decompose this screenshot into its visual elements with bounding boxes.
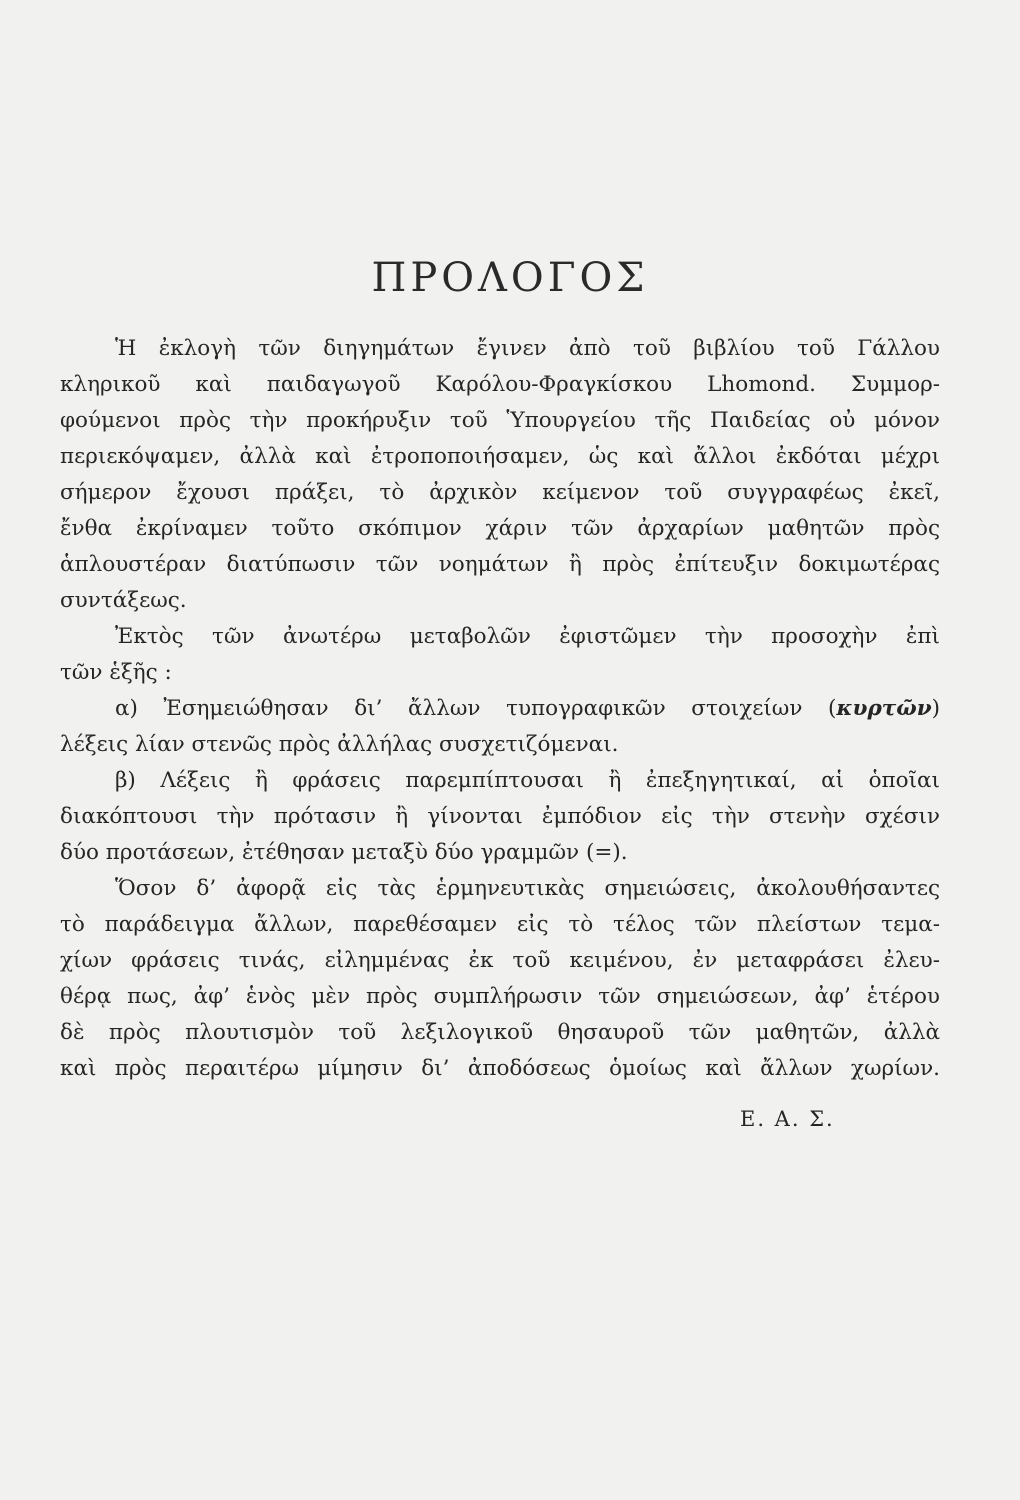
text-line: δὲ πρὸς πλουτισμὸν τοῦ λεξιλογικοῦ θησαυροῦ τῶν μαθητῶν, ἀλλὰ: [60, 1020, 940, 1045]
text-line: λέξεις λίαν στενῶς πρὸς ἀλλήλας συσχετιζόμεναι.: [60, 732, 619, 757]
item-a-suffix: ): [931, 696, 940, 721]
text-line: Ὅσον δ’ ἀφορᾷ εἰς τὰς ἑρμηνευτικὰς σημειώσεις, ἀκολουθήσαντες: [115, 876, 940, 901]
text-line: Ἐκτὸς τῶν ἀνωτέρω μεταβολῶν ἐφιστῶμεν τὴν προσοχὴν ἐπὶ: [115, 624, 940, 649]
text-line: ἔνθα ἐκρίναμεν τοῦτο σκόπιμον χάριν τῶν ἀρχαρίων μαθητῶν πρὸς: [60, 516, 940, 541]
page-title: ΠΡΟΛΟΓΟΣ: [371, 255, 649, 301]
item-a-emphasis: κυρτῶν: [836, 696, 932, 721]
text-line: συντάξεως.: [60, 588, 187, 613]
text-line: κληρικοῦ καὶ παιδαγωγοῦ Καρόλου-Φραγκίσκου Lhomond. Συμμορ-: [60, 372, 940, 397]
text-line: σήμερον ἔχουσι πράξει, τὸ ἀρχικὸν κείμενον τοῦ συγγραφέως ἐκεῖ,: [60, 480, 940, 505]
signature-initials: Ε. Α. Σ.: [740, 1107, 835, 1131]
text-line: β) Λέξεις ἢ φράσεις παρεμπίπτουσαι ἢ ἐπεξηγητικαί, αἱ ὁποῖαι: [115, 768, 940, 793]
text-line: θέρᾳ πως, ἀφ’ ἑνὸς μὲν πρὸς συμπλήρωσιν τῶν σημειώσεων, ἀφ’ ἑτέρου: [60, 984, 940, 1009]
text-line: ἁπλουστέραν διατύπωσιν τῶν νοημάτων ἢ πρὸς ἐπίτευξιν δοκιμωτέρας: [60, 552, 940, 577]
item-a-prefix: α) Ἐσημειώθησαν δι’ ἄλλων τυπογραφικῶν στοιχείων (: [115, 696, 837, 721]
text-line: τὸ παράδειγμα ἄλλων, παρεθέσαμεν εἰς τὸ τέλος τῶν πλείστων τεμα-: [60, 912, 940, 937]
text-line: φούμενοι πρὸς τὴν προκήρυξιν τοῦ Ὑπουργείου τῆς Παιδείας οὐ μόνον: [60, 408, 940, 433]
text-line: Ἡ ἐκλογὴ τῶν διηγημάτων ἔγινεν ἀπὸ τοῦ βιβλίου τοῦ Γάλλου: [115, 336, 940, 361]
text-line: δύο προτάσεων, ἐτέθησαν μεταξὺ δύο γραμμῶν (=).: [60, 840, 628, 865]
text-line: καὶ πρὸς περαιτέρω μίμησιν δι’ ἀποδόσεως ὁμοίως καὶ ἄλλων χωρίων.: [60, 1056, 940, 1081]
text-line: περιεκόψαμεν, ἀλλὰ καὶ ἐτροποποιήσαμεν, ὡς καὶ ἄλλοι ἐκδόται μέχρι: [60, 444, 940, 469]
text-line: χίων φράσεις τινάς, εἰλημμένας ἐκ τοῦ κειμένου, ἐν μεταφράσει ἐλευ-: [60, 948, 940, 973]
item-a-line: [115, 698, 940, 720]
text-line: τῶν ἑξῆς :: [60, 660, 172, 685]
text-line: διακόπτουσι τὴν πρότασιν ἢ γίνονται ἐμπόδιον εἰς τὴν στενὴν σχέσιν: [60, 804, 940, 829]
